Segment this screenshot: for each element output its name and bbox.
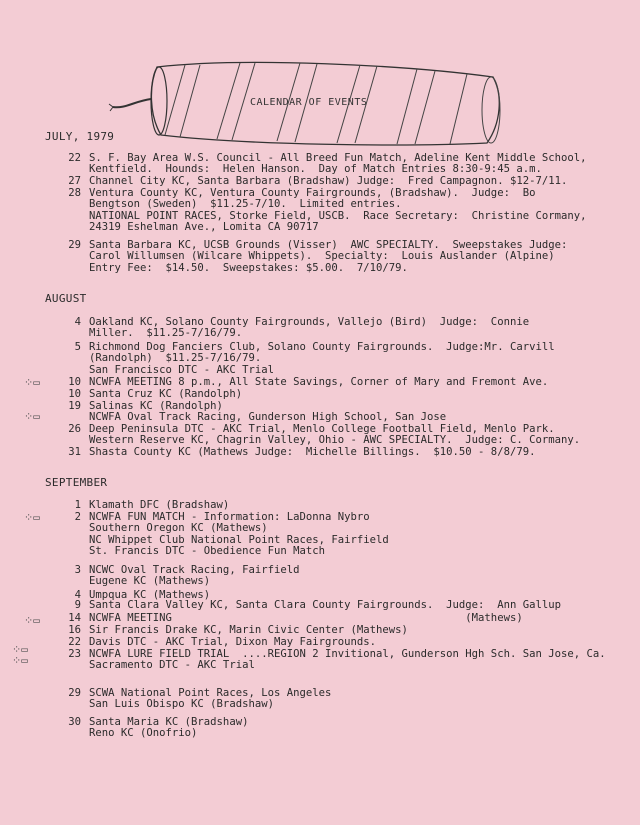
- event-day: 14: [68, 612, 81, 624]
- event-line: Eugene KC (Mathews): [89, 575, 211, 588]
- section-heading-august: AUGUST: [45, 292, 87, 305]
- section-heading-september: SEPTEMBER: [45, 476, 108, 489]
- event-text: Oakland KC, Solano County Fairgrounds, Vallejo (Bird) Judge: Connie: [89, 316, 530, 328]
- event-line: Southern Oregon KC (Mathews): [89, 522, 268, 535]
- firecracker-small-icon: ⁘▭: [24, 511, 40, 524]
- event-text: Deep Peninsula DTC - AKC Trial, Menlo College Football Field, Menlo Park.: [89, 423, 555, 435]
- firecracker-small-icon: ⁘▭: [24, 376, 40, 389]
- event-line: NCWFA Oval Track Racing, Gunderson High School, San Jose: [89, 411, 447, 424]
- event-line: [45, 500, 630, 511]
- event-text: Ventura County KC, Ventura County Fairgrounds, (Bradshaw). Judge: Bo: [89, 187, 536, 199]
- event-line: [45, 176, 630, 187]
- event-day: 26: [68, 423, 81, 435]
- event-entry: [45, 600, 630, 611]
- event-text: S. F. Bay Area W.S. Council - All Breed Fun Match, Adeline Kent Middle School,: [89, 152, 587, 164]
- event-entry: [45, 342, 630, 376]
- event-line: [45, 613, 630, 624]
- event-entry: [45, 512, 630, 558]
- event-line: Kentfield. Hounds: Helen Hanson. Day of Match Entries 8:30-9:45 a.m.: [89, 163, 542, 176]
- event-line: NATIONAL POINT RACES, Storke Field, USCB. Race Secretary: Christine Cormany,: [89, 209, 587, 222]
- event-line: Reno KC (Onofrio): [89, 727, 198, 740]
- event-entry: [45, 176, 630, 187]
- event-text: NCWC Oval Track Racing, Fairfield: [89, 564, 300, 576]
- event-text: Davis DTC - AKC Trial, Dixon May Fairgrounds.: [89, 636, 377, 648]
- event-text: Santa Clara Valley KC, Santa Clara County Fairgrounds. Judge: Ann Gallup: [89, 599, 561, 611]
- event-line: [45, 377, 630, 388]
- event-text: Salinas KC (Randolph): [89, 400, 223, 412]
- event-day: 10: [68, 388, 81, 400]
- event-entry: [45, 377, 630, 388]
- event-entry: [45, 613, 630, 624]
- event-text: Shasta County KC (Mathews Judge: Michelle Billings. $10.50 - 8/8/79.: [89, 446, 536, 458]
- event-line: San Francisco DTC - AKC Trial: [89, 363, 274, 376]
- firecracker-small-icon: ⁘▭: [24, 614, 40, 627]
- event-text: Richmond Dog Fanciers Club, Solano County Fairgrounds. Judge:Mr. Carvill: [89, 341, 555, 353]
- event-entry: [45, 717, 630, 740]
- event-day: 30: [68, 716, 81, 728]
- event-text: Santa Cruz KC (Randolph): [89, 388, 243, 400]
- event-entry: [45, 447, 630, 458]
- banner-title: CALENDAR OF EVENTS: [250, 97, 368, 108]
- event-entry: [45, 688, 630, 711]
- event-day: 29: [68, 687, 81, 699]
- event-text: SCWA National Point Races, Los Angeles: [89, 687, 332, 699]
- event-line: [45, 389, 630, 400]
- event-line: San Luis Obispo KC (Bradshaw): [89, 698, 274, 711]
- event-line: (Randolph) $11.25-7/16/79.: [89, 352, 262, 365]
- event-day: 28: [68, 187, 81, 199]
- event-day: 10: [68, 376, 81, 388]
- event-day: 1: [74, 499, 81, 511]
- event-day: 4: [74, 316, 81, 328]
- event-entry: [45, 401, 630, 424]
- event-day: 27: [68, 175, 81, 187]
- event-line: Carol Willumsen (Wilcare Whippets). Specialty: Louis Auslander (Alpine): [89, 250, 555, 263]
- event-entry: [45, 188, 630, 234]
- event-entry: [45, 649, 630, 672]
- event-line: Western Reserve KC, Chagrin Valley, Ohio - AWC SPECIALTY. Judge: C. Cormany.: [89, 434, 581, 447]
- event-entry: [45, 625, 630, 636]
- event-entry: [45, 500, 630, 511]
- event-line: Miller. $11.25-7/16/79.: [89, 327, 243, 340]
- event-text: Umpqua KC (Mathews): [89, 589, 211, 601]
- event-line: Bengtson (Sweden) $11.25-7/10. Limited entries.: [89, 198, 402, 211]
- event-line: St. Francis DTC - Obedience Fun Match: [89, 545, 325, 558]
- event-entry: [45, 153, 630, 176]
- event-line: [45, 637, 630, 648]
- event-entry: [45, 565, 630, 588]
- event-text: NCWFA MEETING 8 p.m., All State Savings, Corner of Mary and Fremont Ave.: [89, 376, 549, 388]
- event-day: 19: [68, 400, 81, 412]
- event-text: Channel City KC, Santa Barbara (Bradshaw) Judge: Fred Campagnon. $12-7/11.: [89, 175, 568, 187]
- event-text: NCWFA MEETING (Mathews): [89, 612, 523, 624]
- event-day: 22: [68, 152, 81, 164]
- event-text: NCWFA LURE FIELD TRIAL ....REGION 2 Invitional, Gunderson Hgh Sch. San Jose, Ca.: [89, 648, 606, 660]
- event-line: 24319 Eshelman Ave., Lomita CA 90717: [89, 221, 319, 234]
- firecracker-small-icon: ⁘▭: [24, 410, 40, 423]
- firecracker-small-icon: ⁘▭: [12, 643, 28, 656]
- firecracker-small-icon: ⁘▭: [12, 654, 28, 667]
- event-day: 4: [74, 589, 81, 601]
- section-heading-july: JULY, 1979: [45, 130, 115, 143]
- event-day: 2: [74, 511, 81, 523]
- event-day: 31: [68, 446, 81, 458]
- event-day: 23: [68, 648, 81, 660]
- event-line: Sacramento DTC - AKC Trial: [89, 659, 255, 672]
- event-day: 16: [68, 624, 81, 636]
- event-day: 22: [68, 636, 81, 648]
- event-line: [45, 625, 630, 636]
- event-line: NC Whippet Club National Point Races, Fairfield: [89, 533, 389, 546]
- event-day: 29: [68, 239, 81, 251]
- event-entry: [45, 637, 630, 648]
- event-text: Sir Francis Drake KC, Marin Civic Center (Mathews): [89, 624, 408, 636]
- event-day: 9: [74, 599, 81, 611]
- event-text: Santa Maria KC (Bradshaw): [89, 716, 249, 728]
- event-text: NCWFA FUN MATCH - Information: LaDonna Nybro: [89, 511, 370, 523]
- event-entry: [45, 240, 630, 274]
- event-entry: [45, 317, 630, 340]
- event-line: Entry Fee: $14.50. Sweepstakes: $5.00. 7/10/79.: [89, 261, 408, 274]
- event-text: Santa Barbara KC, UCSB Grounds (Visser) AWC SPECIALTY. Sweepstakes Judge:: [89, 239, 568, 251]
- event-line: [45, 600, 630, 611]
- event-text: Klamath DFC (Bradshaw): [89, 499, 230, 511]
- event-day: 3: [74, 564, 81, 576]
- event-line: [45, 447, 630, 458]
- event-day: 5: [74, 341, 81, 353]
- event-entry: [45, 389, 630, 400]
- event-entry: [45, 424, 630, 447]
